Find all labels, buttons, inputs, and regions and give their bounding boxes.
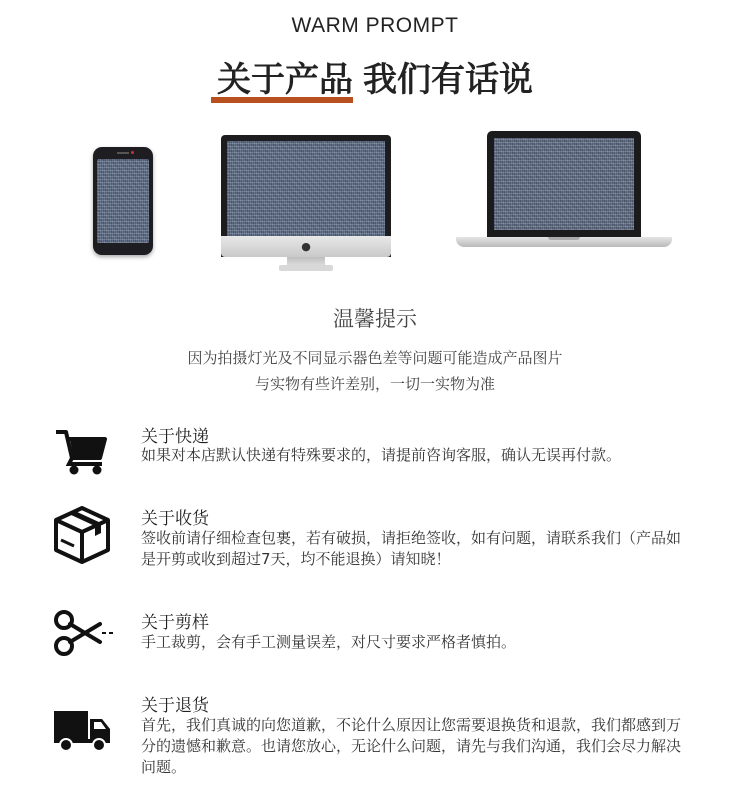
notice-title: 温馨提示	[333, 307, 417, 331]
title-part1: 关于产品	[217, 60, 353, 100]
item-title: 关于快递	[141, 427, 209, 447]
item-text: 首先，我们真诚的向您道歉，不论什么原因让您需要退换货和退款，我们都感到万分的遗憾和歉意。也请您放心，无论什么问题，请先与我们沟通，我们会尽力解决问题。	[141, 716, 682, 776]
package-box-icon	[52, 504, 112, 564]
shopping-cart-icon	[52, 426, 112, 486]
english-title: WARM PROMPT	[291, 14, 459, 37]
item-text: 手工裁剪，会有手工测量误差，对尺寸要求严格者慎拍。	[141, 633, 517, 651]
delivery-truck-icon	[52, 707, 112, 767]
laptop-screen	[494, 138, 634, 230]
notice-line-2: 与实物有些许差别，一切一实物为准	[254, 375, 495, 393]
item-text: 如果对本店默认快递有特殊要求的，请提前咨询客服，确认无误再付款。	[141, 446, 622, 464]
phone-icon	[93, 147, 153, 255]
item-text: 签收前请仔细检查包裹，若有破损，请拒绝签收，如有问题，请联系我们（产品如是开剪或收到超过7天，均不能退换）请知晓！	[141, 529, 682, 568]
phone-screen	[97, 159, 149, 243]
item-title: 关于收货	[141, 509, 209, 529]
monitor-screen	[227, 141, 385, 237]
title-part2: 我们有话说	[363, 60, 533, 100]
item-title: 关于退货	[141, 696, 209, 716]
device-illustration	[0, 126, 750, 276]
page-title	[0, 52, 750, 101]
apple-logo-icon: ●	[301, 240, 311, 253]
title-underlined-part	[217, 52, 353, 101]
scissors-icon	[52, 608, 112, 668]
notice-line-1: 因为拍摄灯光及不同显示器色差等问题可能造成产品图片	[187, 349, 563, 367]
item-title: 关于剪样	[141, 613, 209, 633]
